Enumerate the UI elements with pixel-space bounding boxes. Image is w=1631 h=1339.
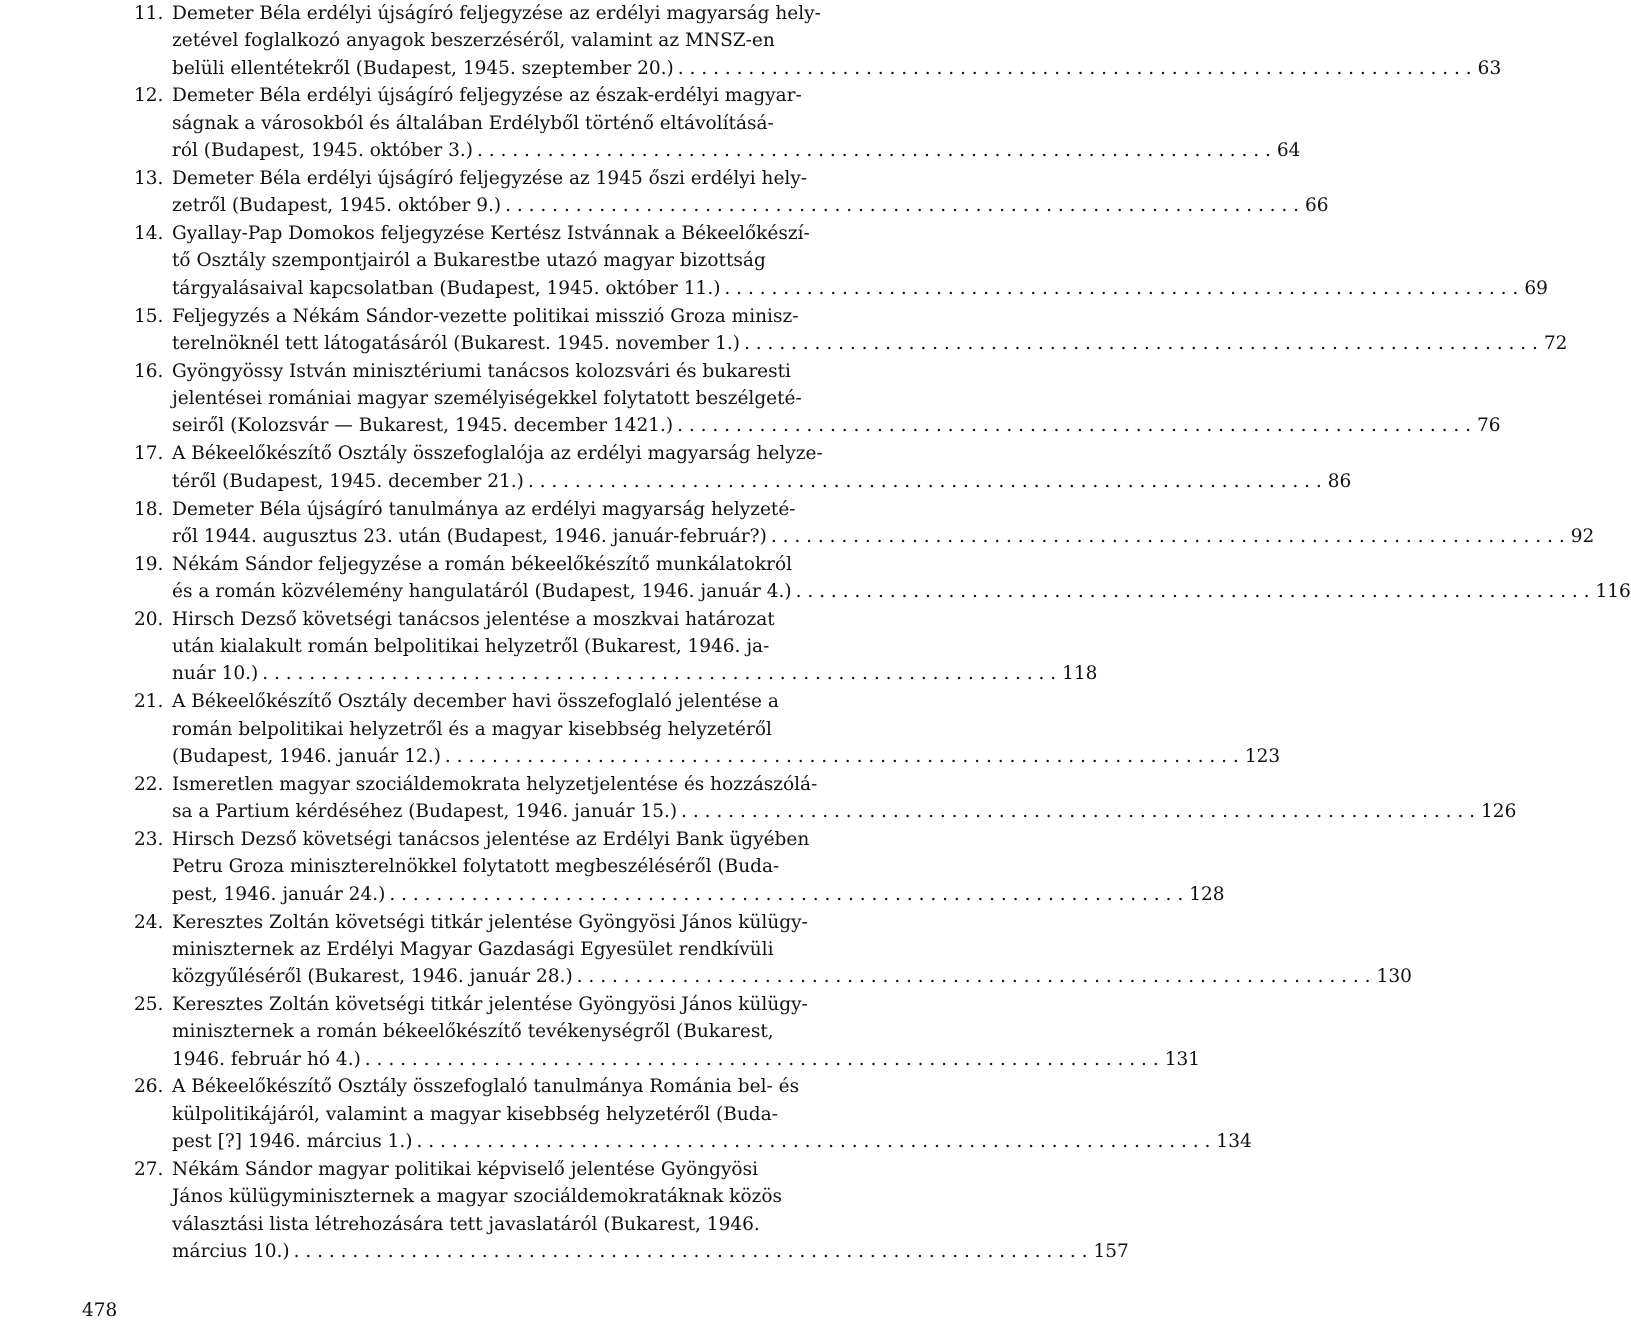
- entry-line: ről 1944. augusztus 23. után (Budapest, 1946. január-február?): [172, 525, 767, 547]
- entry-last-line: [172, 275, 1548, 302]
- dot-leader: [744, 330, 1538, 357]
- entry-page-number: 157: [1093, 1240, 1129, 1262]
- entry-last-line: [172, 412, 1501, 439]
- toc-entry: [134, 0, 1502, 82]
- entry-line: Hirsch Dezső követségi tanácsos jelentése az Erdélyi Bank ügyében: [172, 829, 810, 851]
- entry-line: ságnak a városokból és általában Erdélyből történő eltávolításá-: [172, 112, 774, 134]
- entry-title: [172, 1073, 1252, 1155]
- entry-line: miniszternek a román békeelőkészítő tevékenységről (Bukarest,: [172, 1021, 774, 1043]
- entry-page-number: 134: [1216, 1131, 1252, 1153]
- entry-line: (Budapest, 1946. január 12.): [172, 745, 441, 767]
- dot-leader: [681, 798, 1475, 825]
- entry-number: 23.: [134, 829, 164, 851]
- entry-last-line: [172, 881, 1225, 908]
- entry-number: 20.: [134, 608, 164, 630]
- entry-line: ról (Budapest, 1945. október 3.): [172, 140, 474, 162]
- entry-number: 17.: [134, 443, 164, 465]
- entry-line: Gyallay-Pap Domokos feljegyzése Kertész Istvánnak a Békeelőkészí-: [172, 223, 810, 245]
- dot-leader: [724, 275, 1518, 302]
- dot-leader: [294, 1238, 1088, 1265]
- entry-line: A Békeelőkészítő Osztály összefoglaló tanulmánya Románia bel- és: [172, 1076, 800, 1098]
- toc-entry: [134, 1073, 1252, 1155]
- dot-leader: [528, 468, 1322, 495]
- entry-page-number: 64: [1276, 140, 1301, 162]
- toc-entry: [134, 358, 1501, 440]
- entry-title: [172, 688, 1280, 770]
- entry-page-number: 92: [1570, 525, 1595, 547]
- entry-line: miniszternek az Erdélyi Magyar Gazdasági Egyesület rendkívüli: [172, 938, 774, 960]
- entry-line: román belpolitikai helyzetről és a magyar kisebbség helyzetéről: [172, 718, 772, 740]
- entry-title: [172, 1156, 1129, 1265]
- dot-leader: [505, 192, 1299, 219]
- toc-entry: [134, 909, 1412, 991]
- entry-title: [172, 606, 1097, 688]
- entry-title: [172, 165, 1329, 220]
- dot-leader: [677, 412, 1471, 439]
- entry-number: 21.: [134, 691, 164, 713]
- entry-last-line: [172, 330, 1567, 357]
- table-of-contents: [134, 0, 1631, 1266]
- entry-title: [172, 303, 1567, 358]
- entry-last-line: [172, 743, 1280, 770]
- entry-line: nuár 10.): [172, 663, 259, 685]
- entry-number: 24.: [134, 911, 164, 933]
- dot-leader: [417, 1128, 1211, 1155]
- toc-entry: [134, 220, 1548, 302]
- entry-line: 1946. február hó 4.): [172, 1048, 361, 1070]
- entry-line: belüli ellentétekről (Budapest, 1945. szeptember 20.): [172, 57, 674, 79]
- entry-last-line: [172, 578, 1631, 605]
- entry-line: sa a Partium kérdéséhez (Budapest, 1946. január 15.): [172, 801, 678, 823]
- entry-number: 22.: [134, 773, 164, 795]
- entry-page-number: 130: [1376, 966, 1412, 988]
- entry-title: [172, 771, 1516, 826]
- entry-page-number: 69: [1524, 277, 1548, 299]
- entry-last-line: [172, 192, 1329, 219]
- dot-leader: [477, 137, 1271, 164]
- entry-line: után kialakult román belpolitikai helyzetről (Bukarest, 1946. ja-: [172, 636, 770, 658]
- entry-page-number: 86: [1327, 470, 1352, 492]
- entry-line: A Békeelőkészítő Osztály összefoglalója az erdélyi magyarság helyze-: [172, 443, 823, 465]
- toc-entry: [134, 303, 1568, 358]
- toc-entry: [134, 496, 1595, 551]
- entry-page-number: 116: [1595, 580, 1631, 602]
- entry-last-line: [172, 137, 1300, 164]
- toc-entry: [134, 551, 1631, 606]
- entry-line: március 10.): [172, 1240, 290, 1262]
- toc-entry: [134, 688, 1281, 770]
- entry-last-line: [172, 798, 1516, 825]
- entry-line: közgyűléséről (Bukarest, 1946. január 28.): [172, 966, 573, 988]
- entry-last-line: [172, 1046, 1200, 1073]
- entry-line: Feljegyzés a Nékám Sándor-vezette politikai misszió Groza minisz-: [172, 305, 799, 327]
- dot-leader: [262, 660, 1056, 687]
- page-number: 478: [82, 1300, 118, 1321]
- entry-number: 19.: [134, 553, 164, 575]
- entry-line: Demeter Béla újságíró tanulmánya az erdélyi magyarság helyzeté-: [172, 498, 796, 520]
- entry-title: [172, 991, 1200, 1073]
- entry-line: Keresztes Zoltán követségi titkár jelentése Gyöngyösi János külügy-: [172, 994, 808, 1015]
- entry-line: Nékám Sándor feljegyzése a román békeelőkészítő munkálatokról: [172, 553, 793, 575]
- entry-title: [172, 909, 1412, 991]
- toc-entry: [134, 606, 1098, 688]
- entry-title: [172, 0, 1501, 82]
- entry-line: Demeter Béla erdélyi újságíró feljegyzése az erdélyi magyarság hely-: [172, 3, 821, 24]
- entry-number: 27.: [134, 1158, 164, 1180]
- dot-leader: [771, 523, 1565, 550]
- entry-number: 12.: [134, 85, 164, 107]
- entry-page-number: 131: [1164, 1048, 1200, 1070]
- entry-line: pest [?] 1946. március 1.): [172, 1131, 413, 1153]
- toc-entry: [134, 82, 1301, 164]
- entry-title: [172, 826, 1225, 908]
- toc-entry: [134, 991, 1200, 1073]
- entry-line: A Békeelőkészítő Osztály december havi összefoglaló jelentése a: [172, 691, 779, 713]
- entry-page-number: 118: [1062, 663, 1098, 685]
- entry-line: Petru Groza miniszterelnökkel folytatott megbeszéléséről (Buda-: [172, 856, 780, 878]
- entry-title: [172, 496, 1594, 551]
- entry-last-line: [172, 1128, 1252, 1155]
- toc-entry: [134, 1156, 1129, 1265]
- entry-line: Demeter Béla erdélyi újságíró feljegyzése az észak-erdélyi magyar-: [172, 85, 802, 107]
- dot-leader: [678, 55, 1472, 82]
- entry-line: Nékám Sándor magyar politikai képviselő jelentése Gyöngyösi: [172, 1158, 758, 1180]
- entry-line: téről (Budapest, 1945. december 21.): [172, 470, 524, 492]
- entry-title: [172, 82, 1300, 164]
- entry-line: és a román közvélemény hangulatáról (Budapest, 1946. január 4.): [172, 580, 792, 602]
- entry-number: 14.: [134, 223, 164, 245]
- entry-line: terelnöknél tett látogatásáról (Bukarest. 1945. november 1.): [172, 332, 740, 354]
- entry-line: zetről (Budapest, 1945. október 9.): [172, 195, 502, 217]
- entry-line: tárgyalásaival kapcsolatban (Budapest, 1945. október 11.): [172, 277, 721, 299]
- entry-line: zetével foglalkozó anyagok beszerzéséről, valamint az MNSZ-en: [172, 30, 775, 52]
- dot-leader: [389, 881, 1183, 908]
- entry-last-line: [172, 1238, 1129, 1265]
- entry-number: 13.: [134, 167, 164, 189]
- entry-title: [172, 220, 1548, 302]
- entry-page-number: 76: [1477, 415, 1501, 437]
- toc-entry: [134, 771, 1517, 826]
- entry-line: pest, 1946. január 24.): [172, 883, 386, 905]
- toc-entry: [134, 440, 1352, 495]
- entry-line: seiről (Kolozsvár — Bukarest, 1945. december 1421.): [172, 415, 674, 437]
- entry-page-number: 123: [1244, 745, 1281, 767]
- entry-number: 16.: [134, 360, 164, 382]
- entry-last-line: [172, 55, 1501, 82]
- entry-line: külpolitikájáról, valamint a magyar kisebbség helyzetéről (Buda-: [172, 1103, 778, 1125]
- toc-entry: [134, 826, 1225, 908]
- entry-line: tő Osztály szempontjairól a Bukarestbe utazó magyar bizottság: [172, 250, 766, 272]
- entry-last-line: [172, 963, 1412, 990]
- entry-line: Demeter Béla erdélyi újságíró feljegyzése az 1945 őszi erdélyi hely-: [172, 167, 808, 189]
- entry-title: [172, 551, 1631, 606]
- entry-line: János külügyminiszternek a magyar szociáldemokratáknak közös: [172, 1186, 782, 1208]
- entry-last-line: [172, 523, 1594, 550]
- dot-leader: [577, 963, 1371, 990]
- dot-leader: [796, 578, 1590, 605]
- entry-title: [172, 440, 1351, 495]
- entry-page-number: 66: [1305, 195, 1329, 217]
- dot-leader: [445, 743, 1239, 770]
- entry-page-number: 72: [1543, 332, 1568, 354]
- entry-last-line: [172, 660, 1097, 687]
- entry-number: 26.: [134, 1076, 164, 1098]
- entry-number: 18.: [134, 498, 164, 520]
- toc-entry: [134, 165, 1329, 220]
- entry-title: [172, 358, 1501, 440]
- entry-number: 11.: [134, 3, 164, 24]
- entry-line: jelentései romániai magyar személyiségekkel folytatott beszélgeté-: [172, 388, 802, 410]
- entry-line: Keresztes Zoltán követségi titkár jelentése Gyöngyösi János külügy-: [172, 911, 808, 933]
- entry-line: Ismeretlen magyar szociáldemokrata helyzetjelentése és hozzászólá-: [172, 773, 818, 795]
- entry-last-line: [172, 468, 1351, 495]
- entry-number: 15.: [134, 305, 164, 327]
- dot-leader: [365, 1046, 1159, 1073]
- entry-line: Hirsch Dezső követségi tanácsos jelentése a moszkvai határozat: [172, 608, 775, 630]
- entry-page-number: 126: [1481, 801, 1517, 823]
- entry-page-number: 63: [1477, 57, 1502, 79]
- entry-number: 25.: [134, 994, 164, 1015]
- entry-line: választási lista létrehozására tett javaslatáról (Bukarest, 1946.: [172, 1213, 760, 1235]
- entry-line: Gyöngyössy István minisztériumi tanácsos kolozsvári és bukaresti: [172, 360, 791, 382]
- entry-page-number: 128: [1189, 883, 1225, 905]
